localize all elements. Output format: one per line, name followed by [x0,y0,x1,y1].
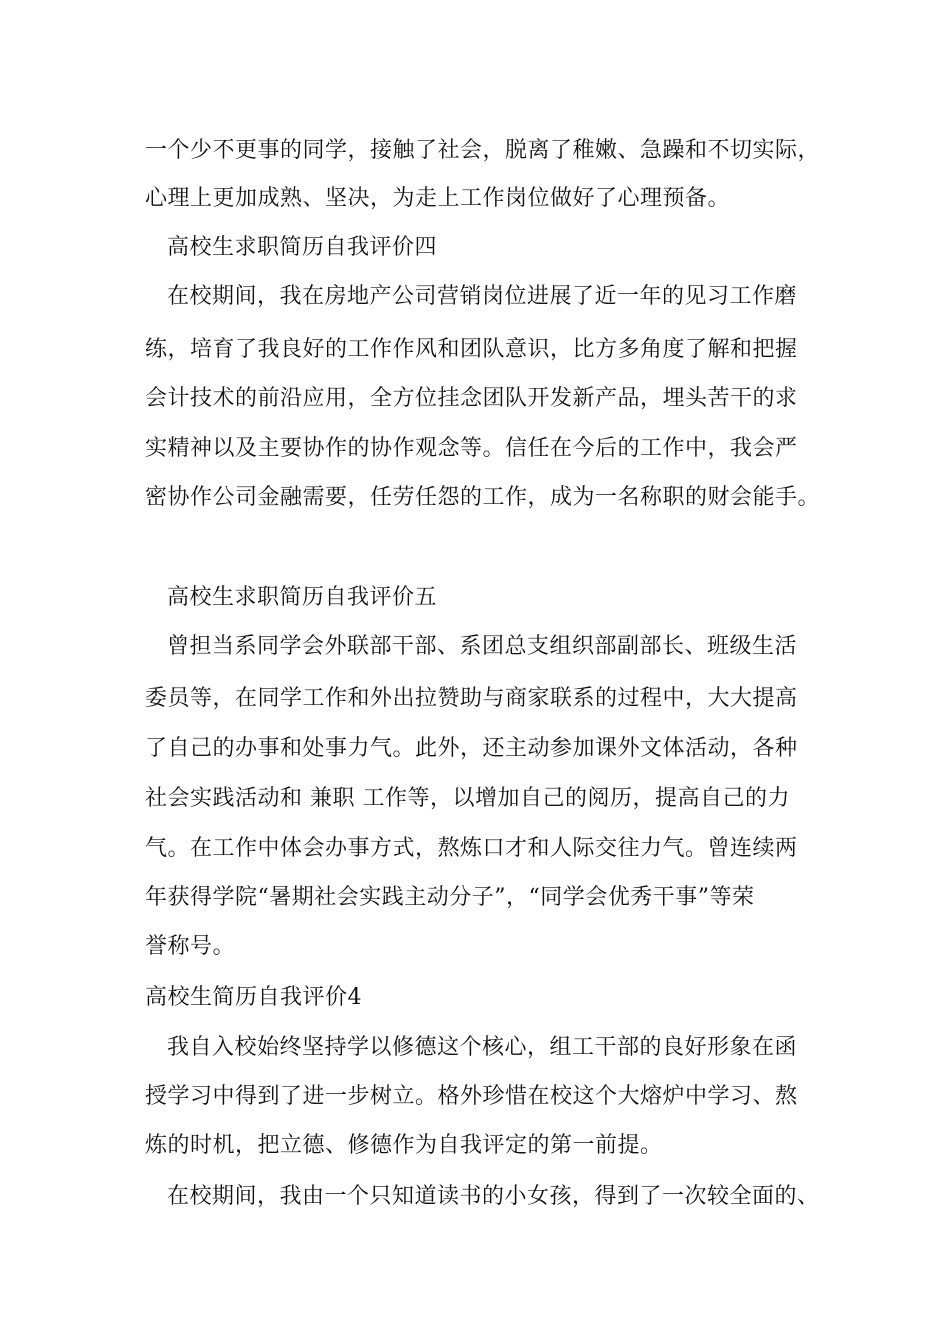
paragraph-line: 了自己的办事和处事力气。此外，还主动参加课外文体活动，各种 [145,736,798,761]
paragraph-line: 我自入校始终坚持学以修德这个核心，组工干部的良好形象在函 [167,1035,798,1060]
paragraph-line: 在校期间，我由一个只知道读书的小女孩，得到了一次较全面的、 [167,1184,820,1209]
paragraph-line: 密协作公司金融需要，任劳任怨的工作，成为一名称职的财会能手。 [145,485,821,510]
paragraph-line: 练，培育了我良好的工作作风和团队意识，比方多角度了解和把握 [145,337,798,362]
paragraph-line: 会计技术的前沿应用，全方位挂念团队开发新产品，埋头苦干的求 [145,386,798,411]
paragraph-line: 气。在工作中体会办事方式，熬炼口才和人际交往力气。曾连续两 [145,836,798,861]
paragraph-line: 社会实践活动和 兼职 工作等，以增加自己的阅历，提高自己的力 [145,786,790,811]
section-heading: 高校生求职简历自我评价五 [167,585,438,610]
paragraph-line: 实精神以及主要协作的协作观念等。信任在今后的工作中，我会严 [145,436,798,461]
section-heading: 高校生简历自我评价4 [145,985,362,1010]
paragraph-line: 在校期间，我在房地产公司营销岗位进展了近一年的见习工作磨 [167,284,798,309]
paragraph-line: 委员等，在同学工作和外出拉赞助与商家联系的过程中，大大提高 [145,686,798,711]
paragraph-line: 炼的时机，把立德、修德作为自我评定的第一前提。 [145,1133,663,1158]
paragraph-line: 誉称号。 [145,934,236,959]
section-heading: 高校生求职简历自我评价四 [167,235,438,260]
paragraph-line: 心理上更加成熟、坚决，为走上工作岗位做好了心理预备。 [145,186,731,211]
paragraph-line: 年获得学院“暑期社会实践主动分子”，“同学会优秀干事”等荣 [145,885,755,910]
paragraph-line: 一个少不更事的同学，接触了社会，脱离了稚嫩、急躁和不切实际， [145,138,821,163]
paragraph-line: 曾担当系同学会外联部干部、系团总支组织部副部长、班级生活 [167,634,798,659]
paragraph-line: 授学习中得到了进一步树立。格外珍惜在校这个大熔炉中学习、熬 [145,1084,798,1109]
